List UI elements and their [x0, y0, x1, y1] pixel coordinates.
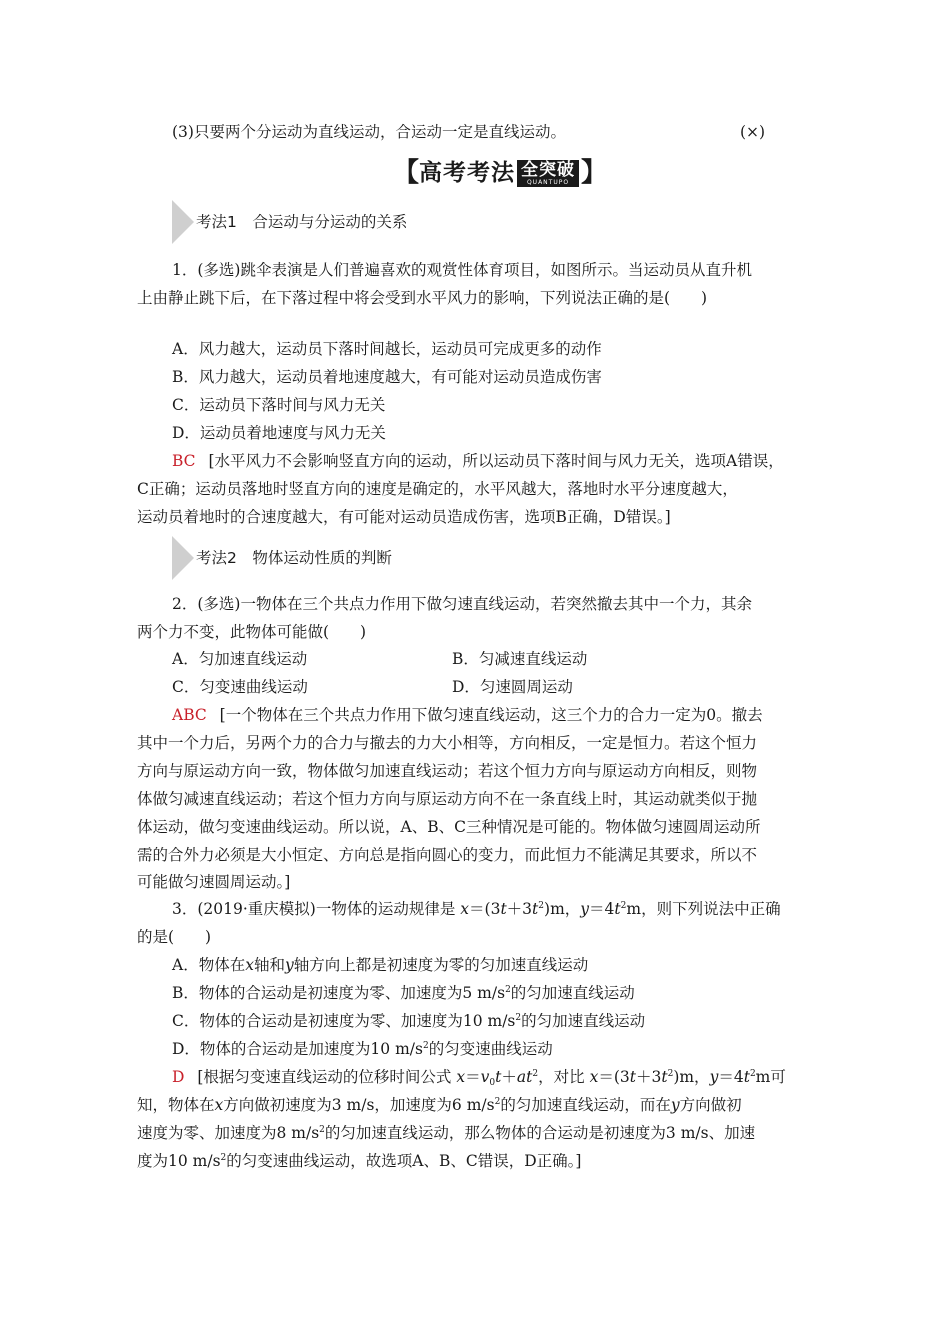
q3-stem-text: ＋3: [506, 900, 533, 918]
top-item-text: (3)只要两个分运动为直线运动，合运动一定是直线运动。: [172, 123, 566, 141]
banner-badge: [517, 160, 579, 187]
q3-option-c: C．物体的合运动是初速度为零、加速度为10 $m/s^2$的匀加速直线运动: [172, 1012, 646, 1030]
q3-option-d: D．物体的合运动是加速度为10 $m/s^2$的匀变速曲线运动: [172, 1040, 553, 1058]
q3-stem-text: 3．(2019·重庆模拟)一物体的运动规律是: [172, 900, 461, 918]
q3-option-text: 的匀变速曲线运动: [428, 1040, 553, 1058]
q2-stem-line1: 2．(多选)一物体在三个共点力作用下做匀速直线运动，若突然撤去其中一个力，其余: [172, 595, 752, 613]
q2-explanation-line6: 需的合外力必须是大小恒定、方向总是指向圆心的变力，而此恒力不能满足其要求，所以不: [137, 846, 758, 864]
q1-stem-line2: 上由静止跳下后，在下落过程中将会受到水平风力的影响，下列说法正确的是( ): [137, 289, 708, 307]
method-heading-1-label: 考法1 合运动与分运动的关系: [196, 213, 408, 231]
q2-option-d: D．匀速圆周运动: [452, 678, 573, 696]
q3-explanation-text: 知，物体在: [137, 1096, 215, 1114]
q3-explanation-line3: 速度为零、加速度为8 $m/s^2$的匀加速直线运动，那么物体的合运动是初速度为3 m/s、加速: [137, 1124, 756, 1142]
q2-explanation-line2: 其中一个力后，另两个力的合力与撤去的力大小相等，方向相反，一定是恒力。若这个恒力: [137, 734, 758, 752]
q3-option-text: A．物体在: [172, 956, 246, 974]
q3-explanation-text: [根据匀变速直线运动的位移时间公式: [197, 1068, 452, 1086]
q3-explanation-line4: 度为10 $m/s^2$的匀变速曲线运动，故选项A、B、C错误，D正确。]: [137, 1152, 582, 1170]
q3-answer: D: [172, 1068, 185, 1086]
q1-option-b: B．风力越大，运动员着地速度越大，有可能对运动员造成伤害: [172, 368, 602, 386]
q3-explanation-text: ，对比: [538, 1068, 585, 1086]
q2-stem-line2: 两个力不变，此物体可能做( ): [137, 623, 367, 641]
q1-answer: BC: [172, 452, 196, 470]
q3-explanation-line2: 知，物体在x方向做初速度为3 m/s，加速度为6 $m/s^2$的匀加速直线运动，而在y方向做初: [137, 1096, 742, 1114]
banner-left-bracket: 【: [393, 158, 420, 188]
q3-explanation-line1: D [根据匀变速直线运动的位移时间公式 $x=v_0t+at^2$，对比 $x=(3t+3t^2)m$，$y=4t^2m$可: [172, 1068, 786, 1088]
q3-option-text: 轴和: [253, 956, 285, 974]
q1-option-d: D．运动员着地速度与风力无关: [172, 424, 386, 442]
q1-explanation-line3: 运动员着地时的合速度越大，有可能对运动员造成伤害，选项B正确，D错误。]: [137, 508, 671, 526]
q2-answer: ABC: [172, 706, 207, 724]
q2-explanation-line7: 可能做匀速圆周运动。]: [137, 873, 291, 891]
q3-option-text: 的匀加速直线运动: [521, 1012, 646, 1030]
q3-option-text: B．物体的合运动是初速度为零、加速度为5 m/s: [172, 984, 506, 1002]
q2-explanation-text1: [一个物体在三个共点力作用下做匀速直线运动，这三个力的合力一定为0。撤去: [219, 706, 763, 724]
q1-stem-line1: 1．(多选)跳伞表演是人们普遍喜欢的观赏性体育项目，如图所示。当运动员从直升机: [172, 261, 752, 279]
q3-explanation-text: 的匀加速直线运动，那么物体的合运动是初速度为3 m/s、加速: [324, 1124, 756, 1142]
q1-explanation-line2: C正确；运动员落地时竖直方向的速度是确定的，水平风越大，落地时水平分速度越大，: [137, 480, 738, 498]
section-banner: [393, 158, 607, 188]
q3-explanation-text: 速度为零、加速度为8 m/s: [137, 1124, 320, 1142]
q2-explanation-line5: 体运动，做匀变速曲线运动。所以说，A、B、C三种情况是可能的。物体做匀速圆周运动所: [137, 818, 761, 836]
q3-explanation-text: m可: [755, 1068, 786, 1086]
top-item: [172, 122, 566, 142]
q2-explanation-line4: 体做匀减速直线运动；若这个恒力方向与原运动方向不在一条直线上时，其运动就类似于抛: [137, 790, 758, 808]
q3-explanation-text: 的匀变速曲线运动，故选项A、B、C错误，D正确。]: [226, 1152, 582, 1170]
q2-explanation-line1: [172, 705, 763, 725]
q2-option-a: A．匀加速直线运动: [172, 650, 308, 668]
q3-option-text: C．物体的合运动是初速度为零、加速度为10 m/s: [172, 1012, 516, 1030]
q1-option-a: A．风力越大，运动员下落时间越长，运动员可完成更多的动作: [172, 340, 602, 358]
q3-option-text: 的匀加速直线运动: [510, 984, 635, 1002]
q3-explanation-text: 的匀加速直线运动，而在: [500, 1096, 671, 1114]
q1-option-c: C．运动员下落时间与风力无关: [172, 396, 386, 414]
banner-badge-text: 全突破: [521, 159, 576, 180]
q2-option-c: C．匀变速曲线运动: [172, 678, 308, 696]
banner-right-bracket: 】: [581, 158, 608, 188]
q3-stem-text: )m，: [544, 900, 581, 918]
q3-stem-line2: 的是( ): [137, 928, 212, 946]
triangle-marker-icon: [172, 536, 194, 580]
method-heading-2-label: 考法2 物体运动性质的判断: [196, 549, 392, 567]
method-heading-1: [172, 200, 652, 244]
q3-option-text: D．物体的合运动是加速度为10 m/s: [172, 1040, 423, 1058]
q3-option-text: 轴方向上都是初速度为零的匀加速直线运动: [293, 956, 589, 974]
q2-explanation-line3: 方向与原运动方向一致，物体做匀加速直线运动；若这个恒力方向与原运动方向相反，则物: [137, 762, 758, 780]
method-heading-2: [172, 536, 652, 580]
triangle-marker-icon: [172, 200, 194, 244]
q3-explanation-text: 方向做初速度为3 m/s，加速度为6 m/s: [223, 1096, 495, 1114]
banner-title: 高考考法: [419, 160, 516, 186]
q3-option-a: A．物体在x轴和y轴方向上都是初速度为零的匀加速直线运动: [172, 956, 589, 974]
q1-explanation-text1: [水平风力不会影响竖直方向的运动，所以运动员下落时间与风力无关，选项A错误，: [208, 452, 784, 470]
q3-stem-text: m，则下列说法中正确: [626, 900, 781, 918]
top-item-mark: (×): [740, 123, 766, 141]
q3-explanation-text: 方向做初: [679, 1096, 742, 1114]
q3-stem-text: ＝4: [589, 900, 615, 918]
q1-explanation-line1: [172, 451, 784, 471]
banner-badge-subtext: QUANTUPO: [526, 178, 570, 186]
q2-option-b: B．匀减速直线运动: [452, 650, 588, 668]
q3-stem-text: ＝(3: [469, 900, 501, 918]
q3-option-b: B．物体的合运动是初速度为零、加速度为5 $m/s^2$的匀加速直线运动: [172, 984, 635, 1002]
q3-explanation-text: 度为10 m/s: [137, 1152, 221, 1170]
q3-stem-line1: 3．(2019·重庆模拟)一物体的运动规律是 $x=(3t+3t^2)m$，$y=4t^2m$，则下列说法中正确: [172, 900, 781, 918]
